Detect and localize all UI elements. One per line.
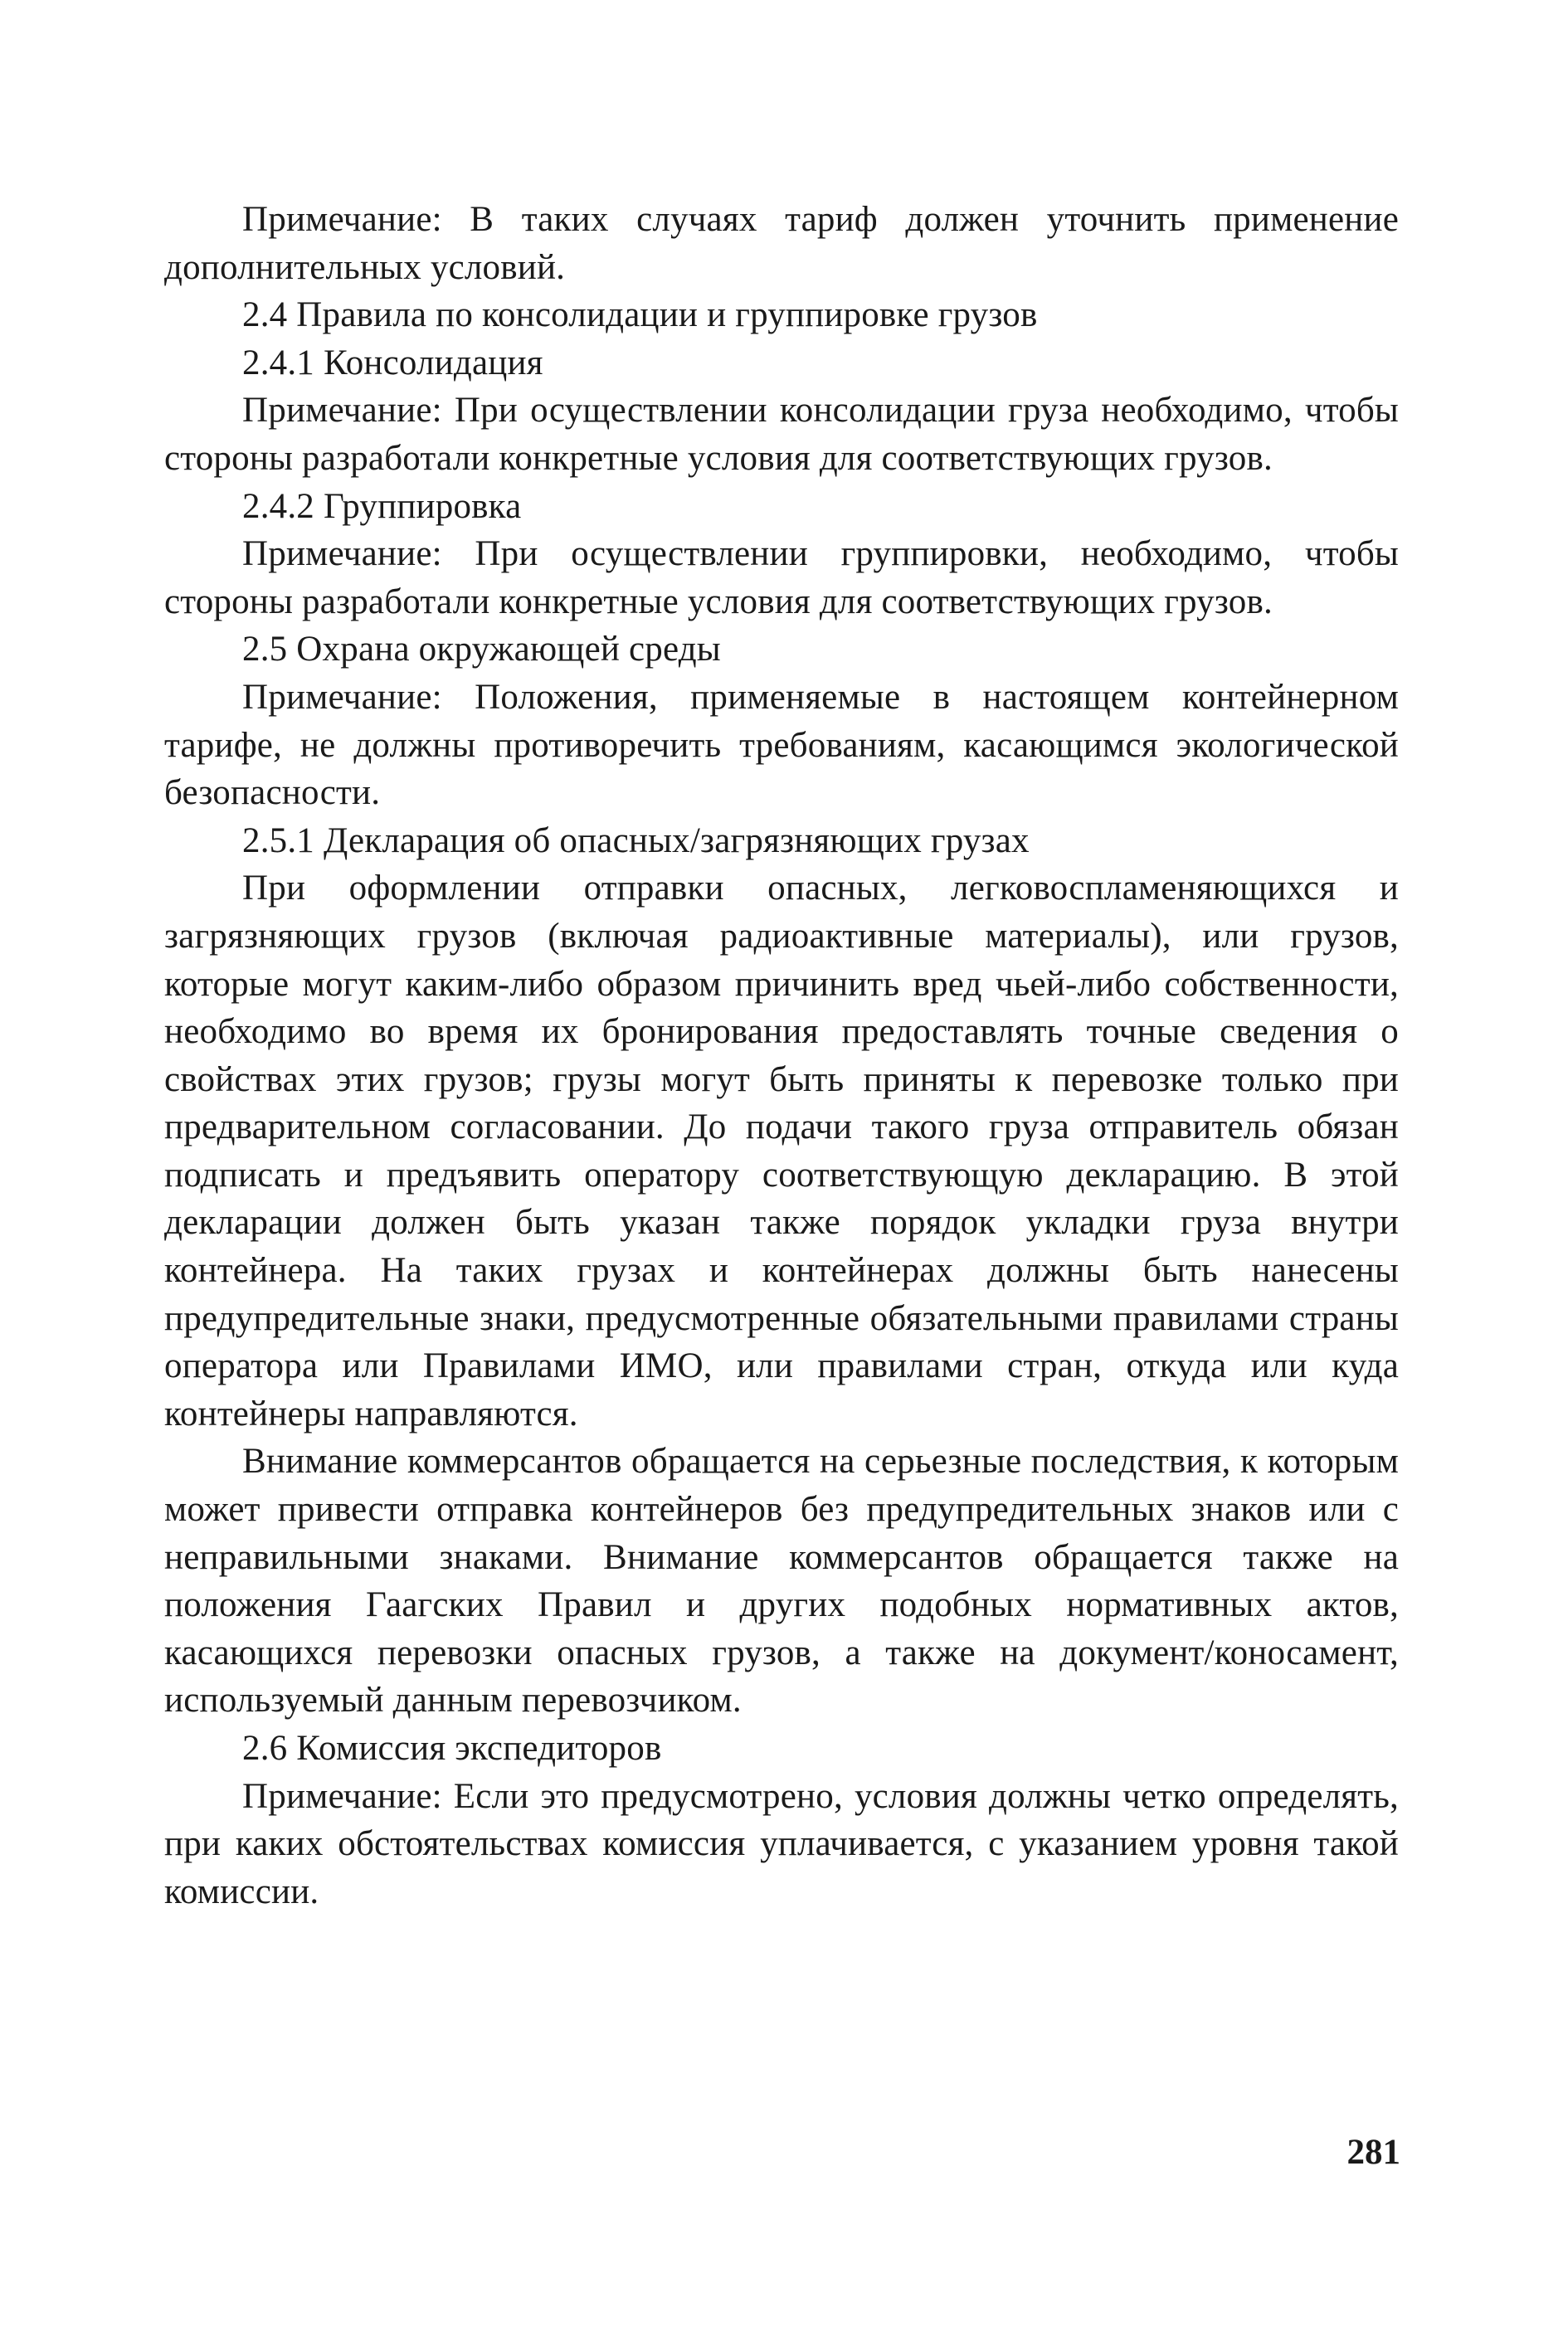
page-number: 281 [1346, 2133, 1400, 2172]
note-tariff-conditions: Примечание: В таких случаях тариф должен уточнить применение дополнительных условий. [164, 200, 1399, 287]
paragraph-dangerous-goods: При оформлении отправки опасных, легковоспламеняющихся и загрязняющих грузов (включая радиоактивные материалы), или грузов, которые могут каким-либо образом причинить вред чьей-либо собственности, необходимо во время их бронирования предоставлять точные сведения о свойствах этих грузов; грузы могут быть приняты к перевозке только при предварительном согласовании. До подачи такого груза отправитель обязан подписать и предъявить оператору соответствующую декларацию. В этой декларации должен быть указан также порядок укладки груза внутри контейнера. На таких грузах и контейнерах должны быть нанесены предупредительные знаки, предусмотренные обязательными правилами страны оператора или Правилами ИМО, или правилами стран, откуда или куда контейнеры направляются. [164, 869, 1399, 1433]
heading-2-4-2: 2.4.2 Группировка [242, 486, 522, 526]
note-forwarders-commission: Примечание: Если это предусмотрено, условия должны четко определять, при каких обстоятельствах комиссия уплачивается, с указанием уровня такой комиссии. [164, 1776, 1399, 1911]
heading-2-5-1: 2.5.1 Декларация об опасных/загрязняющих грузах [242, 820, 1030, 860]
body-text [164, 196, 1399, 1915]
heading-2-4: 2.4 Правила по консолидации и группировке грузов [242, 295, 1038, 335]
note-consolidation: Примечание: При осуществлении консолидации груза необходимо, чтобы стороны разработали конкретные условия для соответствующих грузов. [164, 391, 1399, 478]
heading-2-6: 2.6 Комиссия экспедиторов [242, 1729, 662, 1768]
note-grouping: Примечание: При осуществлении группировки, необходимо, чтобы стороны разработали конкретные условия для соответствующих грузов. [164, 534, 1399, 621]
heading-2-4-1: 2.4.1 Консолидация [242, 343, 543, 382]
paragraph-merchants-attention: Внимание коммерсантов обращается на серьезные последствия, к которым может привести отправка контейнеров без предупредительных знаков или с неправильными знаками. Внимание коммерсантов обращается также на положения Гаагских Правил и других подобных нормативных актов, касающихся перевозки опасных грузов, а также на документ/коносамент, используемый данным перевозчиком. [164, 1442, 1399, 1721]
note-environment: Примечание: Положения, применяемые в настоящем контейнерном тарифе, не должны противоречить требованиям, касающимся экологической безопасности. [164, 677, 1399, 813]
heading-2-5: 2.5 Охрана окружающей среды [242, 630, 721, 669]
